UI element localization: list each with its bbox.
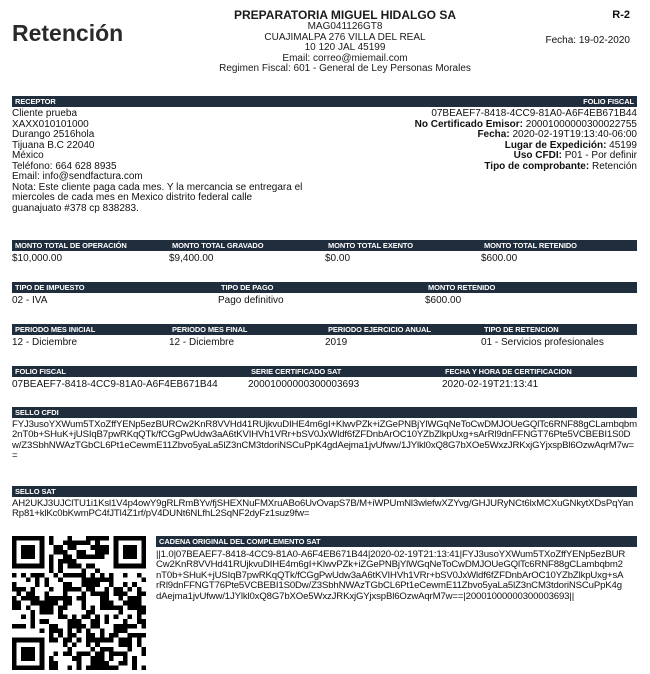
cert-header-fecha: FECHA Y HORA DE CERTIFICACION (442, 366, 637, 377)
cert-header-folio: FOLIO FISCAL (12, 366, 248, 377)
receptor-country: México (12, 150, 44, 161)
impuesto-header-monto: MONTO RETENIDO (425, 282, 637, 293)
folio-fiscal-uuid: 07BEAEF7-8418-4CC9-81A0-A6F4EB671B44 (431, 108, 637, 119)
periodo-value-inicial: 12 - Diciembre (12, 337, 78, 348)
qr-code-icon (12, 536, 146, 670)
montos-table (12, 240, 637, 270)
receptor-note-2: miercoles de cada mes en Mexico distrito federal calle (12, 192, 253, 203)
impuesto-header-tipo: TIPO DE IMPUESTO (12, 282, 218, 293)
receptor-details (12, 109, 332, 214)
periodo-header-final: PERIODO MES FINAL (169, 324, 325, 335)
receptor-rfc: XAXX010101000 (12, 118, 89, 130)
label: Fecha: (477, 129, 510, 140)
periodo-table (12, 324, 637, 354)
document-date: Fecha: 19-02-2020 (545, 35, 630, 46)
receptor-email: Email: info@sendfactura.com (12, 171, 143, 182)
value: 2020-02-19T19:13:40-06:00 (509, 129, 637, 140)
issuer-name: PREPARATORIA MIGUEL HIDALGO SA (233, 8, 456, 22)
periodo-header-retencion: TIPO DE RETENCION (481, 324, 637, 335)
receptor-city: Tijuana B.C 22040 (12, 139, 95, 151)
periodo-value-retencion: 01 - Servicios profesionales (481, 337, 604, 348)
cert-value-fecha: 2020-02-19T21:13:41 (442, 379, 539, 390)
certificacion-table (12, 366, 637, 396)
impuesto-header-pago: TIPO DE PAGO (218, 282, 425, 293)
issuer-address-2: 10 120 JAL 45199 (304, 42, 386, 53)
document-title: Retención (12, 20, 124, 46)
value: 45199 (606, 139, 637, 151)
sello-cfdi-value: FYJ3usoYXWum5TXoZffYENp5ezBURCw2KnR8VVHd41RUjkvuDIHE4m6gI+KlwvPZk+iZGePNBjYlWGqNeToCwDMJOUeGQlTc6RNF88gCLambqbm2nT0b+SHuK+jUSIqB7pwRKqQTk/fCGgPwUdw3aA6tKVIHVh1VRr+bSV0JxWldf6fZFDnbArOC10YZbZlkpUxg+sArRl9dnFFNGT76Pte5VCBEBI1S0Dw/Z3SbhNWAzTGbCL6Pt1eCewmE11Zbvo5yaLa5lZ3nCM3tdoriNSCuPpK4gdAejma1jvUfww/1JYlkl0xQ8G7bXOe5WxzJRKxjGYjxspBl6OzwAqrM7w== (12, 419, 637, 462)
montos-header-gravado: MONTO TOTAL GRAVADO (169, 240, 325, 251)
periodo-value-final: 12 - Diciembre (169, 337, 235, 348)
issuer-rfc: MAG041126GT8 (307, 21, 383, 32)
receptor-note-3: guanajuato #378 cp 838283. (12, 202, 139, 214)
cadena-original-header: CADENA ORIGINAL DEL COMPLEMENTO SAT (156, 536, 637, 547)
value: P01 - Por definir (561, 150, 637, 161)
value: Retención (589, 160, 637, 172)
sello-sat-header: SELLO SAT (12, 486, 637, 497)
receptor-header: RECEPTOR (12, 96, 324, 107)
label: Tipo de comprobante: (484, 160, 590, 172)
cert-value-serie: 20001000000300003693 (248, 379, 360, 390)
periodo-header-ejercicio: PERIODO EJERCICIO ANUAL (325, 324, 481, 335)
montos-value-exento: $0.00 (325, 253, 351, 264)
montos-header-operacion: MONTO TOTAL DE OPERACIÓN (12, 240, 169, 251)
periodo-header-inicial: PERIODO MES INICIAL (12, 324, 169, 335)
cert-value-folio: 07BEAEF7-8418-4CC9-81A0-A6F4EB671B44 (12, 379, 218, 390)
document-code: R-2 (612, 9, 630, 21)
impuesto-table (12, 282, 637, 312)
label: Uso CFDI: (513, 150, 562, 161)
impuesto-value-monto: $600.00 (425, 295, 462, 306)
cadena-original-value: ||1.0|07BEAEF7-8418-4CC9-81A0-A6F4EB671B44|2020-02-19T21:13:41|FYJ3usoYXWum5TXoZffYENp5ezBURCw2KnR8VVHd41RUjkvuDIHE4m6gI+KlwvPZk+iZGePNBjYlWGqNeToCwDMJOUeGQlTc6RNF88gCLambqbm2nT0b+SHuK+jUSIqB7pwRKqQTk/fCGgPwUdw3aA6tKVIHVh1VRr+bSV0JxWldf6fZFDnbArOC10YZbZlkpUxg+sArRl9dnFFNGT76Pte5VCBEBI1S0Dw/Z3SbhNWAzTGbCL6Pt1eCewmE11Zbvo5yaLa5lZ3nCM3tdoriNSCuPpK4gdAejma1jvUfww/1JYlkl0xQ8G7bXOe5WxzJRKxjGYjxspBl6OzwAqrM7w==|20001000000300003693|| (156, 549, 626, 602)
folio-fiscal-header: FOLIO FISCAL (324, 96, 637, 107)
issuer-address-1: CUAJIMALPA 276 VILLA DEL REAL (264, 31, 426, 43)
periodo-value-ejercicio: 2019 (325, 337, 348, 348)
impuesto-value-tipo: 02 - IVA (12, 295, 48, 306)
label: No Certificado Emisor: (414, 118, 523, 130)
issuer-block (190, 8, 500, 75)
issuer-email: Email: correo@miemail.com (282, 52, 408, 64)
montos-value-gravado: $9,400.00 (169, 253, 214, 264)
folio-row-tipo (317, 162, 637, 173)
folio-fiscal-details (317, 109, 637, 172)
montos-value-operacion: $10,000.00 (12, 253, 63, 264)
receptor-note-1: Nota: Este cliente paga cada mes. Y la mercancia se entregara el (12, 181, 303, 193)
value: 20001000000300022755 (522, 118, 637, 130)
issuer-regimen: Regimen Fiscal: 601 - General de Ley Personas Morales (219, 63, 471, 74)
receptor-name: Cliente prueba (12, 108, 78, 119)
receptor-street: Durango 2516hola (12, 129, 95, 140)
sello-cfdi-header: SELLO CFDI (12, 407, 637, 418)
label: Lugar de Expedición: (504, 139, 607, 151)
montos-header-exento: MONTO TOTAL EXENTO (325, 240, 481, 251)
receptor-phone: Teléfono: 664 628 8935 (12, 160, 117, 172)
sello-sat-value: AH2UKJ3UJClTU1i1Ksl1V4p4owY9gRLRmBYv/fjSHEXNuFMXruABo6UvOvapS7B/M+iWPUmNl3wlefwXZYvg/GHJURyNCt6lxMCXuGNkytXDsPqYanRp81+klKc0bKwmPC4fJTl4Z1rf/pV4DUNt6NLfhL2SqNF2dyFz1suz9fw= (12, 498, 634, 520)
montos-value-retenido: $600.00 (481, 253, 518, 264)
montos-header-retenido: MONTO TOTAL RETENIDO (481, 240, 637, 251)
impuesto-value-pago: Pago definitivo (218, 295, 284, 306)
cert-header-serie: SERIE CERTIFICADO SAT (248, 366, 442, 377)
